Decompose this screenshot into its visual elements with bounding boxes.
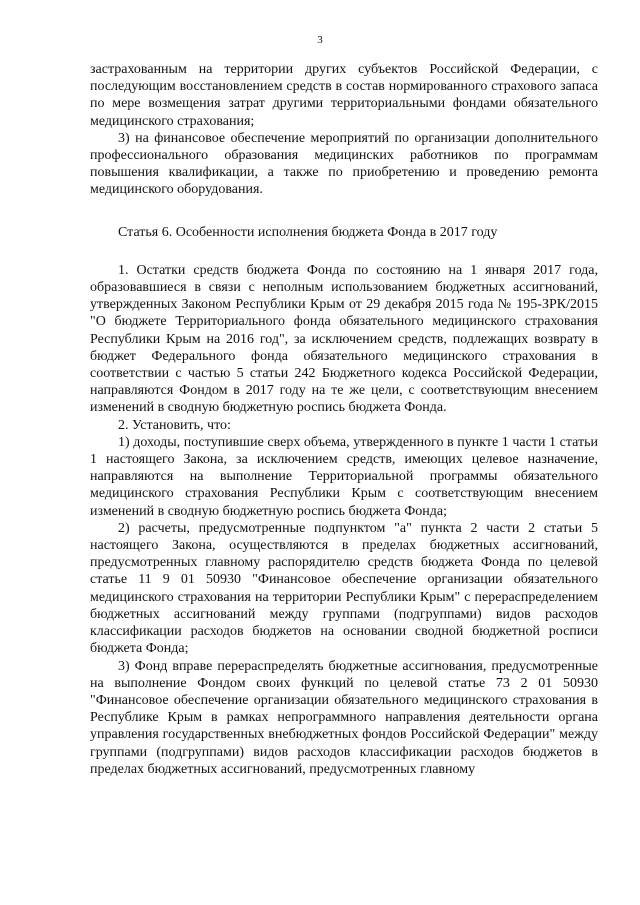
article-subitem-3: 3) Фонд вправе перераспределять бюджетные ассигнования, предусмотренные на выполнение Фондом своих функций по целевой статье 73 2 01 50930 "Финансовое обеспечение организации обязательного медицинского страхования в Республике Крым в рамках непрограммного направления деятельности органа управления государственных внебюджетных фондов Российской Федерации" между группами (подгруппами) видов расходов классификации расходов бюджетов в пределах бюджетных ассигнований, предусмотренных главному: [90, 658, 598, 777]
document-body: [90, 61, 598, 778]
article-paragraph-1: 1. Остатки средств бюджета Фонда по состоянию на 1 января 2017 года, образовавшиеся в связи с неполным использованием бюджетных ассигнований, утвержденных Законом Республики Крым от 29 декабря 2015 года № 195-ЗРК/2015 "О бюджете Территориального фонда обязательного медицинского страхования Республики Крым на 2016 год", за исключением средств, подлежащих возврату в бюджет Федерального фонда обязательного медицинского страхования в соответствии с частью 5 статьи 242 Бюджетного кодекса Российской Федерации, направляются Фондом в 2017 году на те же цели, с соответствующим внесением изменений в сводную бюджетную роспись бюджета Фонда.: [90, 262, 598, 416]
article-paragraph-2: 2. Установить, что:: [118, 417, 231, 433]
article-subitem-1: 1) доходы, поступившие сверх объема, утвержденного в пункте 1 части 1 статьи 1 настоящего Закона, за исключением средств, имеющих целевое назначение, направляются на выполнение Территориальной программы обязательного медицинского страхования Республики Крым с соответствующим внесением изменений в сводную бюджетную роспись бюджета Фонда;: [90, 434, 598, 519]
page-number: 3: [317, 34, 323, 46]
paragraph-continuation: застрахованным на территории других субъектов Российской Федерации, с последующим восстановлением средств в состав нормированного страхового запаса по мере возмещения затрат другими территориальными фондами обязательного медицинского страхования;: [90, 62, 598, 129]
article-subitem-2: 2) расчеты, предусмотренные подпунктом "а" пункта 2 части 2 статьи 5 настоящего Закона, осуществляются в пределах бюджетных ассигнований, предусмотренных главному распорядителю средств бюджета Фонда по целевой статье 11 9 01 50930 "Финансовое обеспечение организации обязательного медицинского страхования на территории Республики Крым" с перераспределением бюджетных ассигнований между группами (подгруппами) видов расходов классификации расходов бюджетов на основании сводной бюджетной росписи бюджета Фонда;: [90, 520, 598, 657]
article-heading: Статья 6. Особенности исполнения бюджета Фонда в 2017 году: [118, 224, 498, 240]
paragraph-item-3: 3) на финансовое обеспечение мероприятий по организации дополнительного профессионального образования медицинских работников по программам повышения квалификации, а также по приобретению и проведению ремонта медицинского оборудования.: [90, 130, 598, 198]
